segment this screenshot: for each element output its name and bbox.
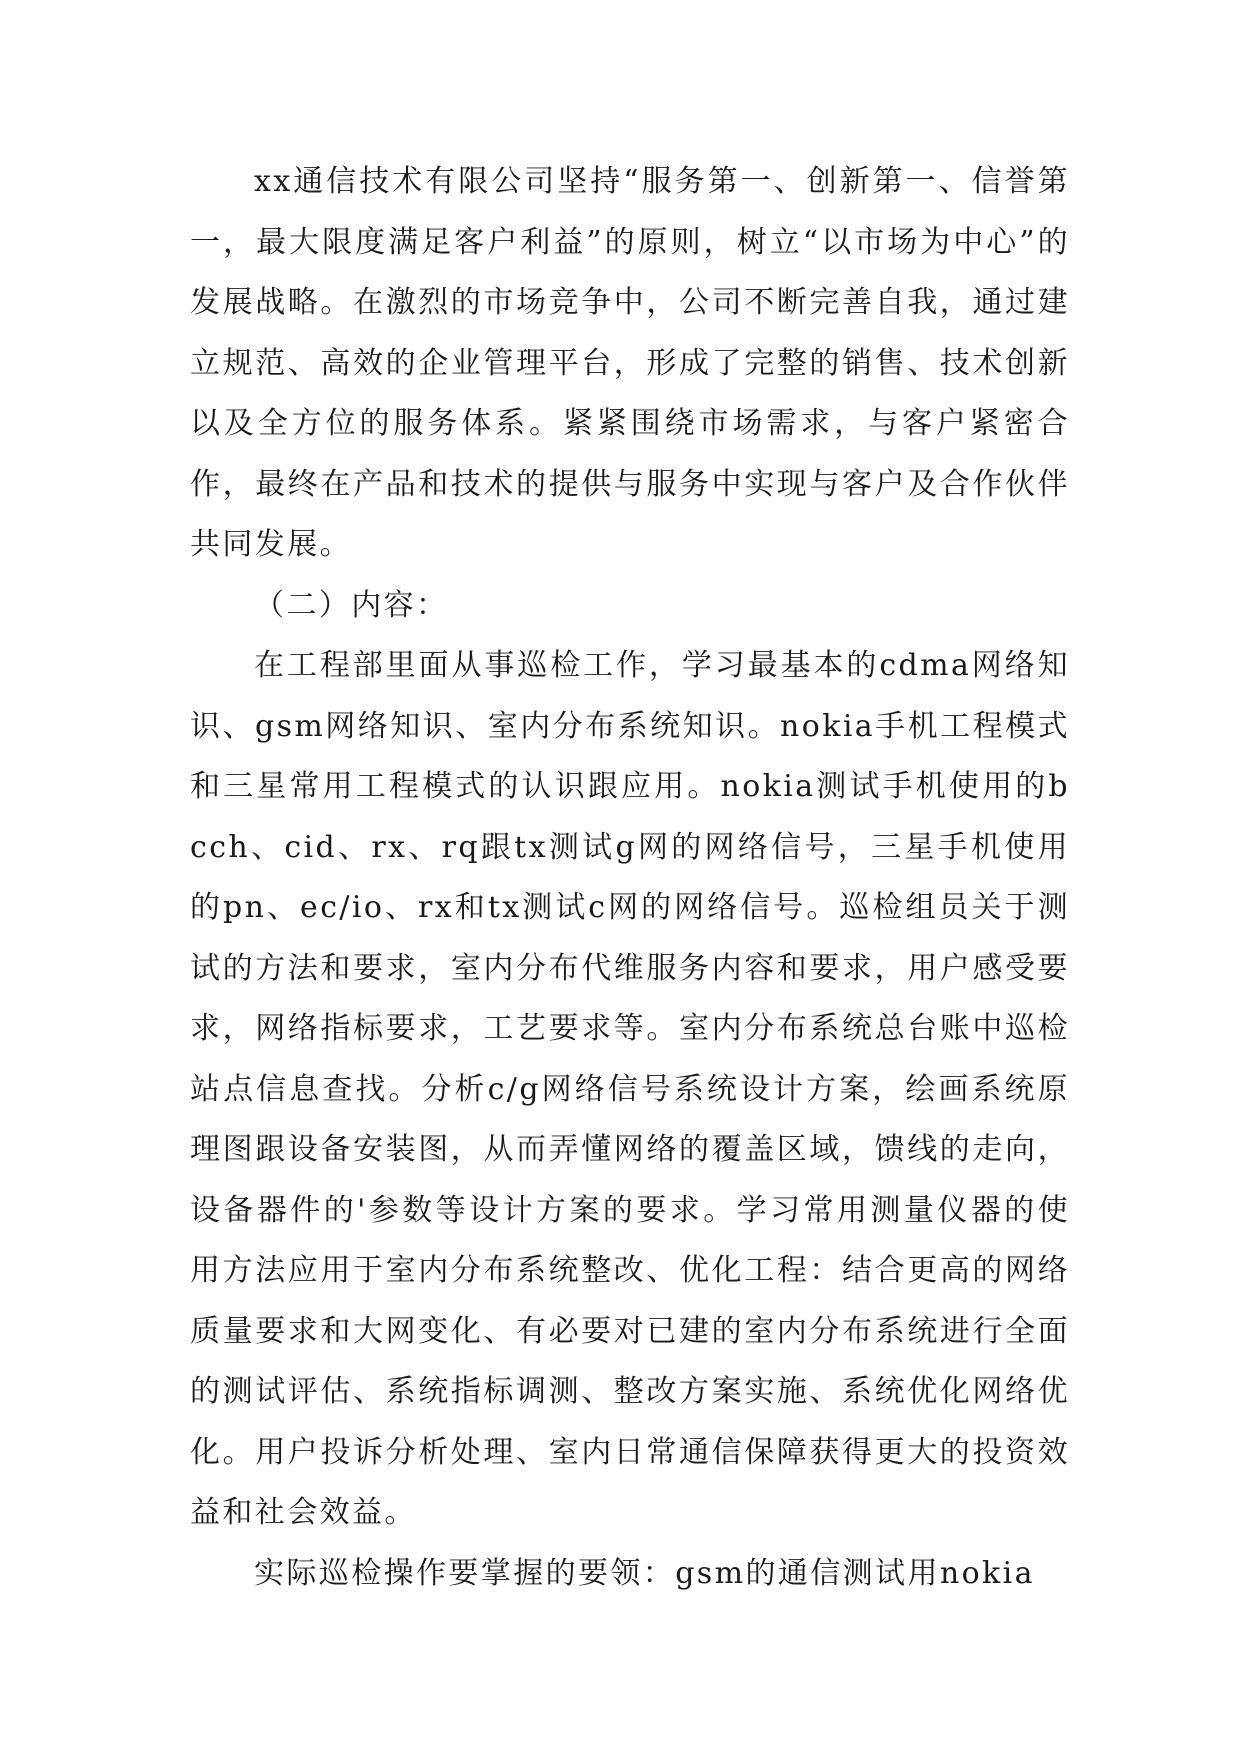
paragraph-company-intro: xx通信技术有限公司坚持“服务第一、创新第一、信誉第一，最大限度满足客户利益”的原则，树立“以市场为中心”的发展战略。在激烈的市场竞争中，公司不断完善自我，通过建立规范、高效的企业管理平台，形成了完整的销售、技术创新以及全方位的服务体系。紧紧围绕市场需求，与客户紧密合作，最终在产品和技术的提供与服务中实现与客户及合作伙伴共同发展。 <box>190 164 1070 562</box>
paragraph-work-content: 在工程部里面从事巡检工作，学习最基本的cdma网络知识、gsm网络知识、室内分布系统知识。nokia手机工程模式和三星常用工程模式的认识跟应用。nokia测试手机使用的bcch、cid、rx、rq跟tx测试g网的网络信号，三星手机使用的pn、ec/io、rx和tx测试c网的网络信号。巡检组员关于测试的方法和要求，室内分布代维服务内容和要求，用户感受要求，网络指标要求，工艺要求等。室内分布系统总台账中巡检站点信息查找。分析c/g网络信号系统设计方案，绘画系统原理图跟设备安装图，从而弄懂网络的覆盖区域，馈线的走向，设备器件的'参数等设计方案的要求。学习常用测量仪器的使用方法应用于室内分布系统整改、优化工程：结合更高的网络质量要求和大网变化、有必要对已建的室内分布系统进行全面的测试评估、系统指标调测、整改方案实施、系统优化网络优化。用户投诉分析处理、室内日常通信保障获得更大的投资效益和社会效益。 <box>190 648 1070 1530</box>
paragraph-inspection-essentials: 实际巡检操作要掌握的要领：gsm的通信测试用nokia <box>254 1555 1035 1591</box>
document-body <box>190 152 1070 1604</box>
section-heading-content: （二）内容： <box>254 587 449 623</box>
